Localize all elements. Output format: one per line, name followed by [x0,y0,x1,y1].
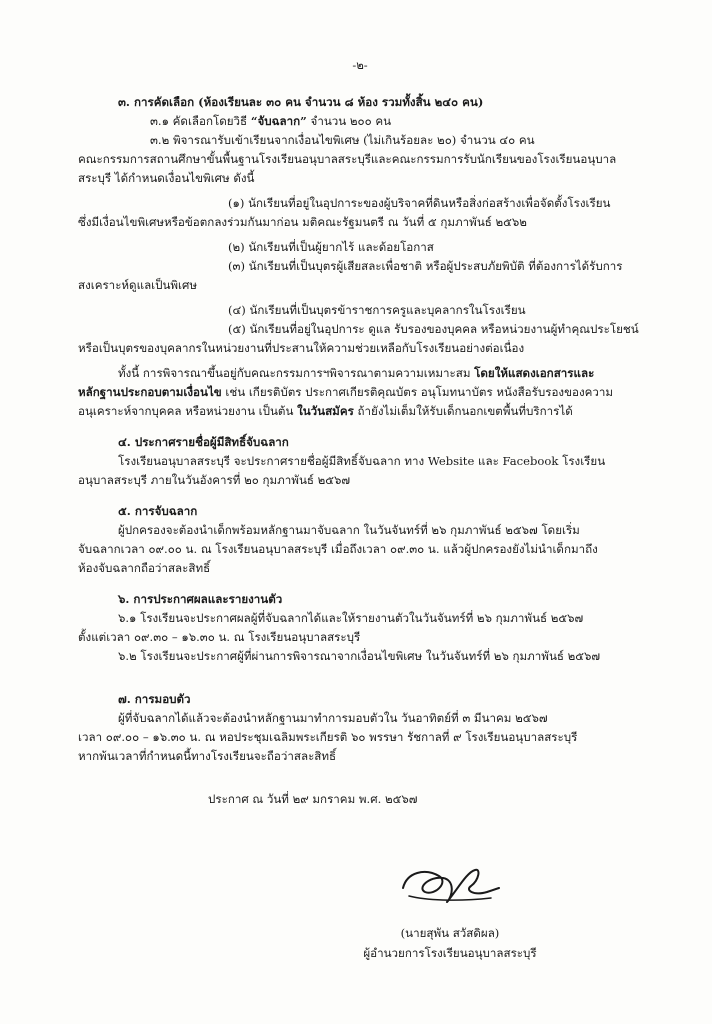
section-5-line-1: ผู้ปกครองจะต้องนำเด็กพร้อมหลักฐานมาจับฉลาก ในวันจันทร์ที่ ๒๖ กุมภาพันธ์ ๒๕๖๗ โดยเริ่ม [118,523,580,537]
committee-line-2: สระบุรี ได้กำหนดเงื่อนไขพิเศษ ดังนี้ [78,171,255,185]
page-number: -๒- [352,58,368,72]
signer-title: ผู้อำนวยการโรงเรียนอนุบาลสระบุรี [363,946,537,960]
announcement-date: ประกาศ ณ วันที่ ๒๙ มกราคม พ.ศ. ๒๕๖๗ [208,792,418,806]
note-line-1 [78,364,642,383]
signature-icon [395,862,505,908]
section-3-1-pre: ๓.๑ คัดเลือกโดยวิธี [150,114,248,128]
note-line-2-post: เช่น เกียรติบัตร ประกาศเกียรติคุณบัตร อนุโมทนาบัตร หนังสือรับรองของความ [225,385,614,399]
note-line-3-post: ถ้ายังไม่เต็มให้รับเด็กนอกเขตพื้นที่บริการได้ [357,404,573,418]
condition-3-line-2: สงเคราะห์ดูแลเป็นพิเศษ [78,278,198,292]
signature-image [395,862,505,908]
section-5-line-3: ห้องจับฉลากถือว่าสละสิทธิ์ [78,561,211,575]
section-3-1-post: จำนวน ๒๐๐ คน [310,114,392,128]
note-line-2 [78,383,642,402]
section-7-line-2: เวลา ๐๙.๐๐ – ๑๖.๓๐ น. ณ หอประชุมเฉลิมพระเกียรติ ๖๐ พรรษา รัชกาลที่ ๙ โรงเรียนอนุบาลสระบุรี [78,730,578,744]
section-6-heading: ๖. การประกาศผลและรายงานตัว [118,592,283,606]
section-3-1-method: “จับฉลาก” [250,114,307,128]
section-4-heading: ๔. ประกาศรายชื่อผู้มีสิทธิ์จับฉลาก [118,435,289,449]
section-4-line-1: โรงเรียนอนุบาลสระบุรี จะประกาศรายชื่อผู้มีสิทธิ์จับฉลาก ทาง Website และ Facebook โรงเรียน [118,454,606,468]
section-5-line-2: จับฉลากเวลา ๐๙.๐๐ น. ณ โรงเรียนอนุบาลสระบุรี เมื่อถึงเวลา ๐๙.๓๐ น. แล้วผู้ปกครองยังไม่นำเด็กมาถึง [78,542,598,556]
section-3-heading: ๓. การคัดเลือก (ห้องเรียนละ ๓๐ คน จำนวน ๘ ห้อง รวมทั้งสิ้น ๒๔๐ คน) [118,95,484,109]
section-6-1-line-1: ๖.๑ โรงเรียนจะประกาศผลผู้ที่จับฉลากได้และให้รายงานตัวในวันจันทร์ที่ ๒๖ กุมภาพันธ์ ๒๕๖๗ [118,611,584,625]
section-4-line-2: อนุบาลสระบุรี ภายในวันอังคารที่ ๒๐ กุมภาพันธ์ ๒๕๖๗ [78,473,351,487]
section-3-1 [78,112,642,131]
section-7-line-1: ผู้ที่จับฉลากได้แล้วจะต้องนำหลักฐานมาทำการมอบตัวใน วันอาทิตย์ที่ ๓ มีนาคม ๒๕๖๗ [118,711,548,725]
condition-5-line-2: หรือเป็นบุตรของบุคลากรในหน่วยงานที่ประสานให้ความช่วยเหลือกับโรงเรียนอย่างต่อเนื่อง [78,341,525,355]
section-7-heading: ๗. การมอบตัว [118,692,191,706]
section-6-2: ๖.๒ โรงเรียนจะประกาศผู้ที่ผ่านการพิจารณาจากเงื่อนไขพิเศษ ในวันจันทร์ที่ ๒๖ กุมภาพันธ์ ๒๕๖๗ [118,649,601,663]
note-line-3-pre: อนุเคราะห์จากบุคคล หรือหน่วยงาน เป็นต้น [78,404,294,418]
condition-3-line-1: (๓) นักเรียนที่เป็นบุตรผู้เสียสละเพื่อชาติ หรือผู้ประสบภัยพิบัติ ที่ต้องการได้รับการ [228,259,623,273]
section-6-1-line-2: ตั้งแต่เวลา ๐๙.๓๐ – ๑๖.๓๐ น. ณ โรงเรียนอนุบาลสระบุรี [78,630,361,644]
signer-name: (นายสุพัน สวัสดิผล) [400,926,500,940]
note-line-3-bold: ในวันสมัคร [297,404,354,418]
condition-1-line-1: (๑) นักเรียนที่อยู่ในอุปการะของผู้บริจาคที่ดินหรือสิ่งก่อสร้างเพื่อจัดตั้งโรงเรียน [228,196,611,210]
condition-2: (๒) นักเรียนที่เป็นผู้ยากไร้ และด้อยโอกาส [228,240,434,254]
condition-4: (๔) นักเรียนที่เป็นบุตรข้าราชการครูและบุคลากรในโรงเรียน [228,303,526,317]
note-line-2-bold: หลักฐานประกอบตามเงื่อนไข [78,385,222,399]
section-7-line-3: หากพ้นเวลาที่กำหนดนี้ทางโรงเรียนจะถือว่าสละสิทธิ์ [78,749,337,763]
section-3-2: ๓.๒ พิจารณารับเข้าเรียนจากเงื่อนไขพิเศษ (ไม่เกินร้อยละ ๒๐) จำนวน ๔๐ คน [150,133,535,147]
committee-line-1: คณะกรรมการสถานศึกษาขั้นพื้นฐานโรงเรียนอนุบาลสระบุรีและคณะกรรมการรับนักเรียนของโรงเรียนอนุบาล [78,152,617,166]
note-line-1-bold: โดยให้แสดงเอกสารและ [474,366,595,380]
section-5-heading: ๕. การจับฉลาก [118,504,198,518]
note-line-3 [78,402,642,421]
note-line-1-pre: ทั้งนี้ การพิจารณาขึ้นอยู่กับคณะกรรมการฯพิจารณาตามความเหมาะสม [118,366,471,380]
condition-1-line-2: ซึ่งมีเงื่อนไขพิเศษหรือข้อตกลงร่วมกันมาก่อน มติคณะรัฐมนตรี ณ วันที่ ๕ กุมภาพันธ์ ๒๕๖๒ [78,215,527,229]
condition-5-line-1: (๕) นักเรียนที่อยู่ในอุปการะ ดูแล รับรองของบุคคล หรือหน่วยงานผู้ทำคุณประโยชน์ [228,322,639,336]
